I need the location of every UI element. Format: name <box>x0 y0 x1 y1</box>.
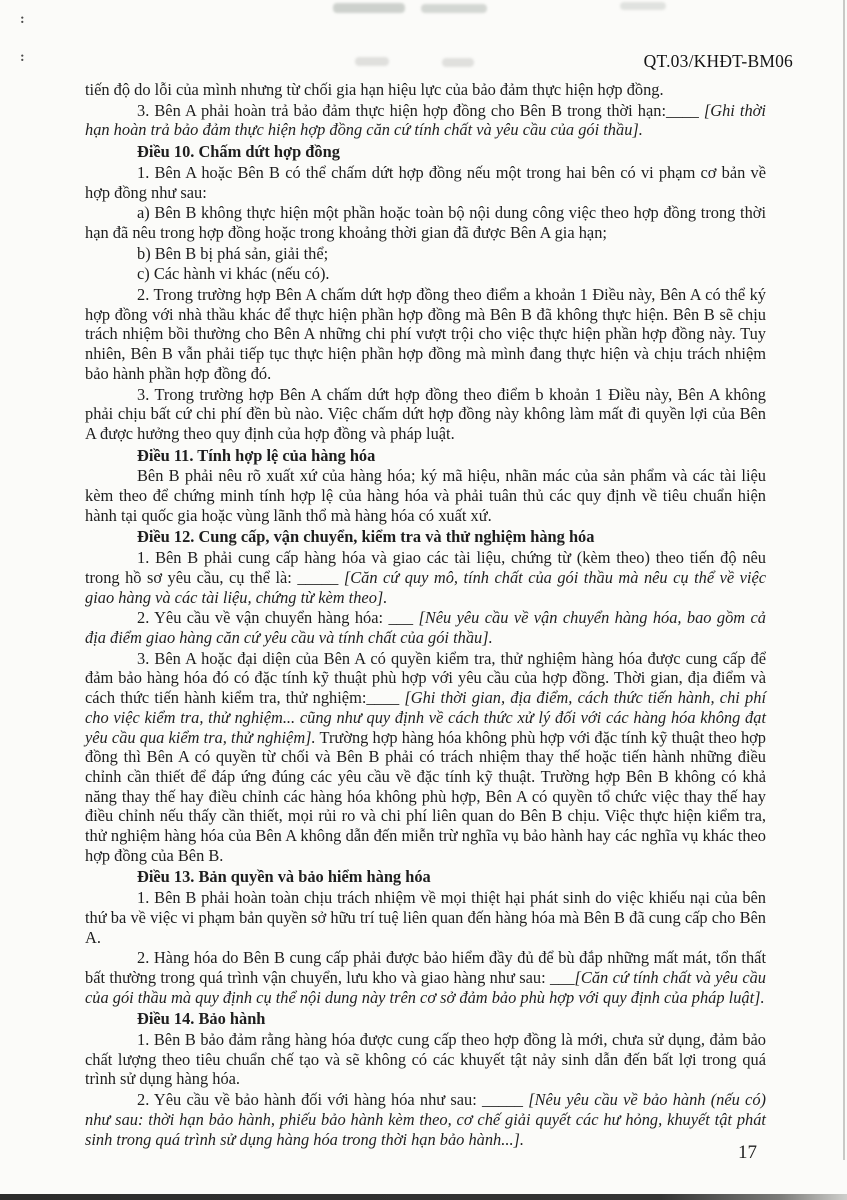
paragraph <box>85 264 766 284</box>
text-run: [Căn cứ tính chất và yêu cầu của gói thầu mà quy định cụ thể nội dung này trên cơ sở đảm bảo phù hợp với quy định của pháp luật]. <box>85 967 766 1007</box>
article-heading <box>85 1009 766 1029</box>
scan-right-edge-line <box>843 0 845 1160</box>
paragraph <box>85 1030 766 1089</box>
paragraph <box>85 203 766 242</box>
paragraph <box>85 649 766 866</box>
text-run: b) Bên B bị phá sản, giải thể; <box>137 243 329 263</box>
text-run: 2. Yêu cầu về bảo hành đối với hàng hóa như sau: _____ <box>137 1090 529 1110</box>
text-run: Điều 10. Chấm dứt hợp đồng <box>137 142 340 162</box>
text-run: 3. Bên A hoặc đại diện của Bên A có quyền kiểm tra, thử nghiệm hàng hóa được cung cấp để đảm bảo hàng hóa đó có đặc tính kỹ thuật phù hợp với yêu cầu của hợp đồng. Thời gian, địa điểm và cách thức tiến hành kiểm tra, thử nghiệm:____ <box>85 648 766 708</box>
paragraph <box>85 163 766 202</box>
text-run: Bên B phải nêu rõ xuất xứ của hàng hóa; ký mã hiệu, nhãn mác của sản phẩm và các tài liệu kèm theo để chứng minh tính hợp lệ của hàng hóa và phải tuân thủ các quy định về tiêu chuẩn hiện hành tại quốc gia hoặc vùng lãnh thổ mà hàng hóa có xuất xứ. <box>85 466 766 525</box>
text-run: 2. Hàng hóa do Bên B cung cấp phải được bảo hiểm đầy đủ để bù đắp những mất mát, tổn thất bất thường trong quá trình vận chuyển, lưu kho và giao hàng như sau: ___ <box>85 948 766 987</box>
scan-margin-mark: : <box>20 50 25 65</box>
paragraph <box>85 385 766 444</box>
text-run: [Ghi thời gian, địa điểm, cách thức tiến hành, chi phí cho việc kiểm tra, thử nghiệm... cũng như quy định về cách thức xử lý đối với các hàng hóa không đạt yêu cầu qua kiểm tra, thử nghiệm]. <box>85 688 766 747</box>
scan-smudge <box>355 57 389 66</box>
text-run: 2. Yêu cầu về vận chuyển hàng hóa: ___ <box>137 608 419 628</box>
text-run: [Ghi thời hạn hoàn trả bảo đảm thực hiện hợp đồng căn cứ tính chất và yêu cầu của gói thầu]. <box>85 100 766 140</box>
text-run: 1. Bên B phải cung cấp hàng hóa và giao các tài liệu, chứng từ (kèm theo) theo tiến độ nêu trong hồ sơ yêu cầu, cụ thể là: _____ <box>85 548 766 587</box>
text-run: Điều 12. Cung cấp, vận chuyển, kiểm tra và thử nghiệm hàng hóa <box>137 527 595 547</box>
text-run: a) Bên B không thực hiện một phần hoặc toàn bộ nội dung công việc theo hợp đồng trong thời hạn đã nêu trong hợp đồng hoặc trong khoảng thời gian đã được Bên A gia hạn; <box>85 203 766 242</box>
page-number: 17 <box>738 1142 757 1163</box>
text-run: [Căn cứ quy mô, tính chất của gói thầu mà nêu cụ thể về việc giao hàng và các tài liệu, chứng từ kèm theo]. <box>85 567 767 607</box>
scan-smudge <box>442 58 474 67</box>
paragraph <box>85 1090 766 1149</box>
paragraph <box>85 80 766 100</box>
text-run: 3. Bên A phải hoàn trả bảo đảm thực hiện hợp đồng cho Bên B trong thời hạn:____ <box>137 100 704 120</box>
paragraph <box>85 888 766 947</box>
text-run: c) Các hành vi khác (nếu có). <box>137 264 330 284</box>
scan-bottom-edge-line <box>0 1194 847 1200</box>
text-run: 1. Bên B phải hoàn toàn chịu trách nhiệm về mọi thiệt hại phát sinh do việc khiếu nại của bên thứ ba về việc vi phạm bản quyền sở hữu trí tuệ liên quan đến hàng hóa mà Bên B đã cung cấp cho Bên A. <box>85 888 766 947</box>
paragraph <box>85 285 766 384</box>
text-run: [Nêu yêu cầu về bảo hành (nếu có) như sau: thời hạn bảo hành, phiếu bảo hành kèm theo, cơ chế giải quyết các hư hỏng, khuyết tật phát sinh trong quá trình sử dụng hàng hóa trong thời hạn bảo hành...]. <box>85 1090 766 1149</box>
text-run: 3. Trong trường hợp Bên A chấm dứt hợp đồng theo điểm b khoản 1 Điều này, Bên A không phải chịu bất cứ chi phí đền bù nào. Việc chấm dứt hợp đồng này không làm mất đi quyền lợi của Bên A được hưởng theo quy định của hợp đồng và pháp luật. <box>85 384 766 443</box>
paragraph <box>85 948 766 1007</box>
document-code: QT.03/KHĐT-BM06 <box>643 51 793 71</box>
paragraph <box>85 466 766 525</box>
text-run: [Nêu yêu cầu về vận chuyển hàng hóa, bao gồm cả địa điểm giao hàng căn cứ yêu cầu và tính chất của gói thầu]. <box>85 608 766 647</box>
text-run: Điều 14. Bảo hành <box>137 1009 266 1029</box>
text-run: tiến độ do lỗi của mình nhưng từ chối gia hạn hiệu lực của bảo đảm thực hiện hợp đồng. <box>85 80 664 99</box>
scan-margin-mark: : <box>20 12 25 27</box>
text-run: 1. Bên A hoặc Bên B có thể chấm dứt hợp đồng nếu một trong hai bên có vi phạm cơ bản về hợp đồng như sau: <box>85 162 766 202</box>
text-run: Điều 13. Bản quyền và bảo hiểm hàng hóa <box>137 867 431 887</box>
scan-smudge <box>620 2 666 10</box>
text-run: 2. Trong trường hợp Bên A chấm dứt hợp đồng theo điểm a khoản 1 Điều này, Bên A có thể ký hợp đồng với nhà thầu khác để thực hiện phần hợp đồng mà Bên B đã không thực hiện. Bên B sẽ chịu trách nhiệm bồi thường cho Bên A những chi phí vượt trội cho việc thực hiện phần hợp đồng này. Tuy nhiên, Bên B vẫn phải tiếp tục thực hiện phần hợp đồng mà mình đang thực hiện và chịu trách nhiệm bảo hành phần hợp đồng đó. <box>85 285 766 383</box>
article-heading <box>85 867 766 887</box>
document-body <box>85 80 766 1150</box>
text-run: 1. Bên B bảo đảm rằng hàng hóa được cung cấp theo hợp đồng là mới, chưa sử dụng, đảm bảo chất lượng theo tiêu chuẩn chế tạo và sẽ không có các khuyết tật nảy sinh dẫn đến bất lợi trong quá trình sử dụng hàng hóa. <box>85 1030 766 1089</box>
text-run: Trường hợp hàng hóa không phù hợp với đặc tính kỹ thuật theo hợp đồng thì Bên A có quyền từ chối và Bên B phải có trách nhiệm thay thế hoặc tiến hành những điều chỉnh cần thiết để đáp ứng đúng các yêu cầu về đặc tính kỹ thuật. Trường hợp Bên B không có khả năng thay thế hay điều chỉnh các hàng hóa không phù hợp, Bên A có quyền tổ chức việc thay thế hay điều chỉnh nếu thấy cần thiết, mọi rủi ro và chi phí liên quan do Bên B chịu. Việc thực hiện kiểm tra, thử nghiệm hàng hóa của Bên A không dẫn đến miễn trừ nghĩa vụ bảo hành hay các nghĩa vụ khác theo hợp đồng của Bên B. <box>85 727 766 865</box>
article-heading <box>85 142 766 162</box>
paragraph <box>85 548 766 607</box>
paragraph <box>85 101 766 140</box>
article-heading <box>85 446 766 466</box>
paragraph <box>85 244 766 264</box>
text-run: Điều 11. Tính hợp lệ của hàng hóa <box>137 445 376 465</box>
paragraph <box>85 608 766 647</box>
article-heading <box>85 527 766 547</box>
scan-smudge <box>421 4 487 13</box>
scan-smudge <box>333 3 405 13</box>
